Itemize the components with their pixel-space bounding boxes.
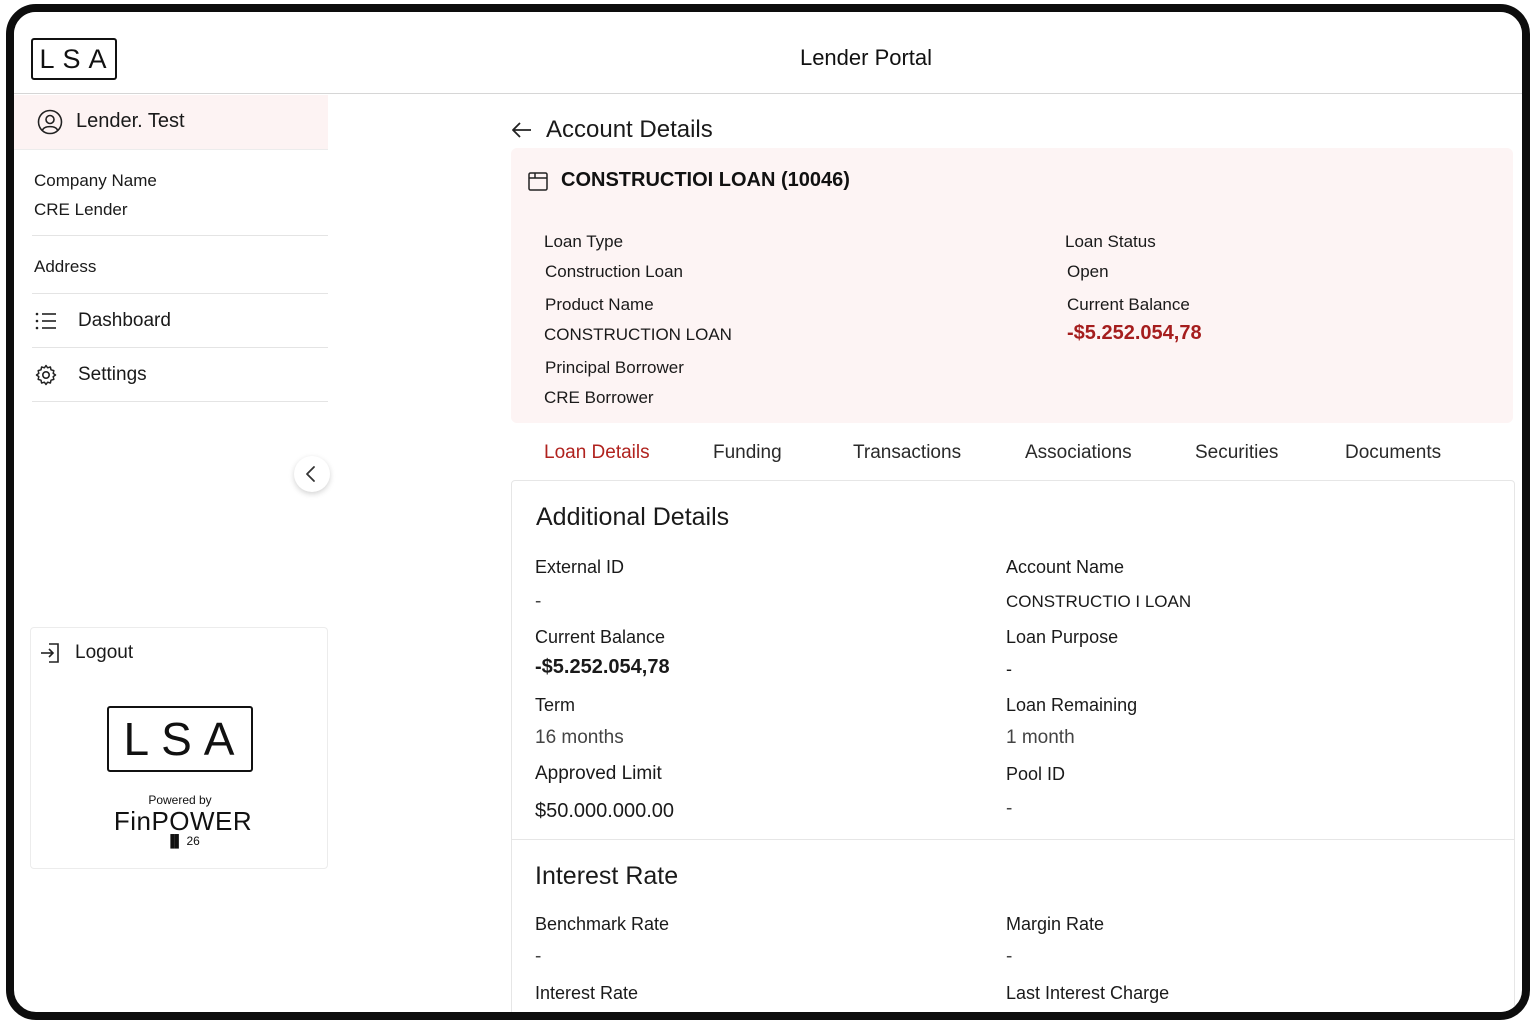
external-id-value: - bbox=[535, 591, 542, 612]
finpower-version bbox=[31, 834, 335, 848]
app bbox=[14, 12, 1522, 1012]
sidebar-item-label: Dashboard bbox=[78, 310, 171, 331]
term-value: 16 months bbox=[535, 727, 624, 748]
current-balance-value: -$5.252.054,78 bbox=[535, 656, 670, 678]
chevron-left-icon bbox=[304, 465, 318, 483]
finpower-brand: FinPOWER bbox=[113, 806, 253, 836]
principal-borrower-label: Principal Borrower bbox=[545, 358, 684, 377]
margin-rate-label: Margin Rate bbox=[1006, 914, 1105, 934]
company-name-value: CRE Lender bbox=[34, 200, 128, 219]
loan-type-value: Construction Loan bbox=[545, 262, 683, 281]
external-id-label: External ID bbox=[535, 557, 625, 577]
portal-title: Lender Portal bbox=[799, 45, 933, 70]
user-name: Lender. Test bbox=[76, 110, 185, 132]
page-title: Account Details bbox=[546, 116, 713, 143]
logout-label: Logout bbox=[75, 642, 134, 663]
loan-purpose-label: Loan Purpose bbox=[1006, 627, 1119, 647]
address-label: Address bbox=[34, 257, 97, 276]
interest-rate-label: Interest Rate bbox=[535, 983, 639, 1003]
interest-rate-title: Interest Rate bbox=[535, 862, 679, 890]
approved-limit-value: $50.000.000.00 bbox=[535, 800, 675, 822]
back-arrow-icon[interactable] bbox=[510, 118, 534, 142]
version-bars-icon: ▐▌ bbox=[166, 834, 184, 848]
lsa-logo[interactable]: LSA bbox=[31, 38, 117, 80]
additional-details-title: Additional Details bbox=[536, 503, 730, 531]
top-header bbox=[14, 12, 1522, 94]
tab-documents[interactable]: Documents bbox=[1345, 442, 1442, 463]
current-balance-label: Current Balance bbox=[1067, 295, 1190, 314]
current-balance-value: -$5.252.054,78 bbox=[1067, 322, 1202, 344]
product-name-value: CONSTRUCTION LOAN bbox=[544, 325, 732, 344]
loan-type-label: Loan Type bbox=[544, 232, 624, 251]
loan-remaining-value: 1 month bbox=[1006, 727, 1075, 748]
company-name-label: Company Name bbox=[34, 171, 157, 190]
sidebar bbox=[14, 95, 328, 1012]
address-info bbox=[32, 236, 328, 294]
principal-borrower-value: CRE Borrower bbox=[544, 388, 654, 407]
section-divider bbox=[512, 839, 1514, 840]
document-icon bbox=[527, 170, 549, 192]
loan-status-value: Open bbox=[1067, 262, 1109, 281]
current-balance-label: Current Balance bbox=[535, 627, 666, 647]
tab-transactions[interactable]: Transactions bbox=[853, 442, 962, 463]
user-circle-icon bbox=[37, 109, 63, 135]
tab-funding[interactable]: Funding bbox=[713, 442, 782, 463]
collapse-sidebar-button[interactable] bbox=[294, 456, 330, 492]
gear-icon bbox=[34, 363, 58, 387]
tab-loan-details[interactable]: Loan Details bbox=[544, 442, 650, 463]
loan-summary-card bbox=[511, 148, 1513, 423]
loan-remaining-label: Loan Remaining bbox=[1006, 695, 1138, 715]
version-number: 26 bbox=[186, 834, 200, 848]
tab-associations[interactable]: Associations bbox=[1025, 442, 1132, 463]
loan-title: CONSTRUCTIOI LOAN (10046) bbox=[561, 169, 850, 191]
loan-status-label: Loan Status bbox=[1065, 232, 1156, 251]
margin-rate-value: - bbox=[1006, 946, 1013, 967]
company-info bbox=[32, 150, 328, 236]
powered-by-text: Powered by bbox=[148, 793, 212, 807]
list-icon bbox=[34, 309, 58, 333]
user-profile-row[interactable] bbox=[14, 95, 328, 150]
term-label: Term bbox=[535, 695, 575, 715]
last-interest-charge-label: Last Interest Charge bbox=[1006, 983, 1170, 1003]
logout-icon bbox=[39, 641, 63, 665]
lsa-footer-logo: LSA bbox=[107, 706, 253, 772]
sidebar-item-label: Settings bbox=[78, 364, 147, 385]
loan-purpose-value: - bbox=[1006, 659, 1012, 679]
tab-bar bbox=[511, 442, 1513, 482]
approved-limit-label: Approved Limit bbox=[535, 763, 662, 784]
pool-id-value: - bbox=[1006, 798, 1013, 819]
sidebar-item-settings[interactable] bbox=[32, 348, 328, 402]
device-frame bbox=[6, 4, 1530, 1020]
benchmark-rate-value: - bbox=[535, 946, 542, 967]
account-name-label: Account Name bbox=[1006, 557, 1125, 577]
sidebar-footer-card bbox=[30, 627, 328, 869]
account-name-value: CONSTRUCTIO I LOAN bbox=[1006, 592, 1192, 611]
loan-details-panel bbox=[511, 480, 1515, 1020]
logout-button[interactable] bbox=[39, 640, 179, 668]
pool-id-label: Pool ID bbox=[1006, 764, 1066, 784]
product-name-label: Product Name bbox=[545, 295, 654, 314]
benchmark-rate-label: Benchmark Rate bbox=[535, 914, 670, 934]
sidebar-item-dashboard[interactable] bbox=[32, 294, 328, 348]
tab-securities[interactable]: Securities bbox=[1195, 442, 1279, 463]
